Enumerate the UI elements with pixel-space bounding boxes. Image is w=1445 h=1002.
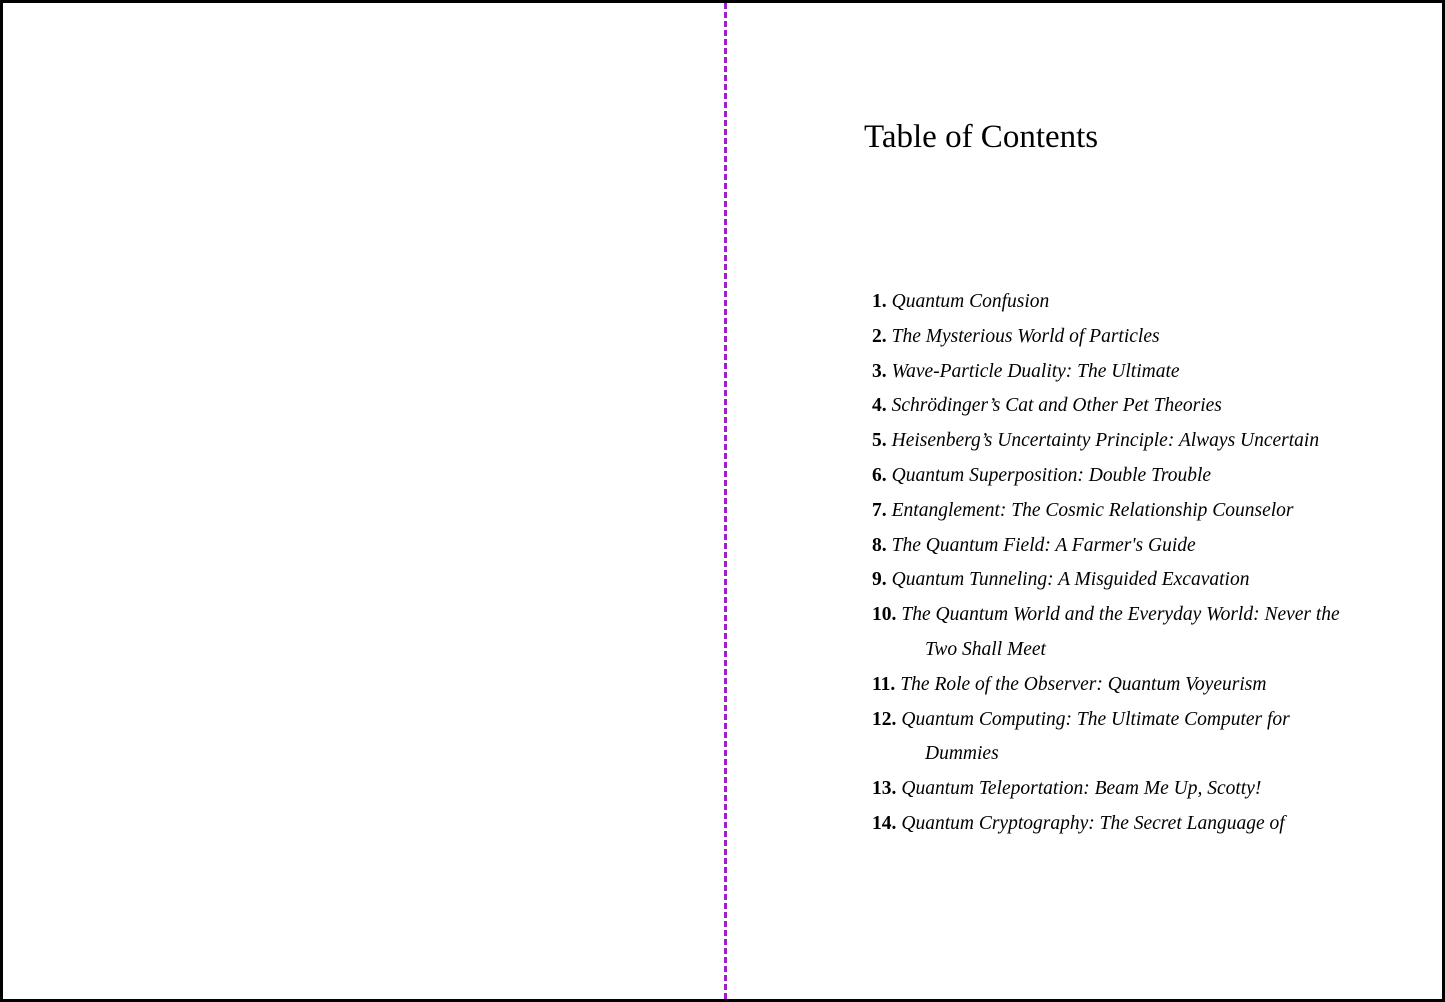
toc-item[interactable]: [872, 355, 1342, 390]
toc-item-number: 5.: [872, 430, 887, 452]
toc-list: [872, 285, 1342, 842]
toc-item-title: Wave-Particle Duality: The Ultimate: [891, 360, 1180, 382]
left-page-blank: [3, 3, 724, 999]
toc-item[interactable]: [872, 668, 1342, 703]
toc-item-title: The Quantum World and the Everyday World: Never the Two Shall Meet: [901, 604, 1340, 660]
toc-item-title: Heisenberg’s Uncertainty Principle: Always Uncertain: [891, 430, 1320, 452]
toc-item-number: 10.: [872, 604, 897, 626]
toc-item[interactable]: [872, 772, 1342, 807]
toc-item-title: The Role of the Observer: Quantum Voyeurism: [900, 673, 1267, 695]
toc-item-number: 4.: [872, 395, 887, 417]
toc-item[interactable]: [872, 285, 1342, 320]
toc-item-number: 1.: [872, 291, 887, 312]
toc-item-title: Entanglement: The Cosmic Relationship Counselor: [891, 499, 1294, 521]
toc-item-title: The Quantum Field: A Farmer's Guide: [891, 534, 1196, 556]
toc-item[interactable]: [872, 494, 1342, 529]
toc-item-title: Quantum Confusion: [891, 291, 1050, 312]
toc-item[interactable]: [872, 563, 1342, 598]
toc-item-number: 3.: [872, 360, 887, 382]
toc-item-number: 8.: [872, 534, 887, 556]
toc-item[interactable]: [872, 703, 1342, 773]
toc-item[interactable]: [872, 529, 1342, 564]
toc-item-number: 12.: [872, 708, 897, 730]
toc-item-title: The Mysterious World of Particles: [891, 325, 1160, 347]
toc-item-title: Quantum Computing: The Ultimate Computer for Dummies: [901, 708, 1290, 765]
toc-item-title: Quantum Teleportation: Beam Me Up, Scotty!: [901, 778, 1262, 800]
toc-item[interactable]: [872, 459, 1342, 494]
toc-item-number: 9.: [872, 569, 887, 591]
toc-item-title: Quantum Cryptography: The Secret Language of: [901, 812, 1285, 834]
toc-item-number: 6.: [872, 464, 887, 486]
toc-item-number: 2.: [872, 325, 887, 347]
toc-item[interactable]: [872, 807, 1342, 842]
toc-item-title: Quantum Tunneling: A Misguided Excavation: [891, 569, 1250, 591]
toc-item[interactable]: [872, 424, 1342, 459]
toc-item[interactable]: [872, 389, 1342, 424]
toc-item-number: 7.: [872, 499, 887, 521]
toc-item-number: 14.: [872, 812, 897, 834]
page-title: Table of Contents: [864, 119, 1099, 155]
toc-item[interactable]: [872, 598, 1342, 668]
right-page: [727, 3, 1442, 999]
toc-item-title: Quantum Superposition: Double Trouble: [891, 464, 1212, 486]
toc-item-number: 11.: [872, 673, 896, 695]
toc-item-title: Schrödinger’s Cat and Other Pet Theories: [891, 395, 1222, 417]
toc-item-number: 13.: [872, 778, 897, 800]
toc-item[interactable]: [872, 320, 1342, 355]
